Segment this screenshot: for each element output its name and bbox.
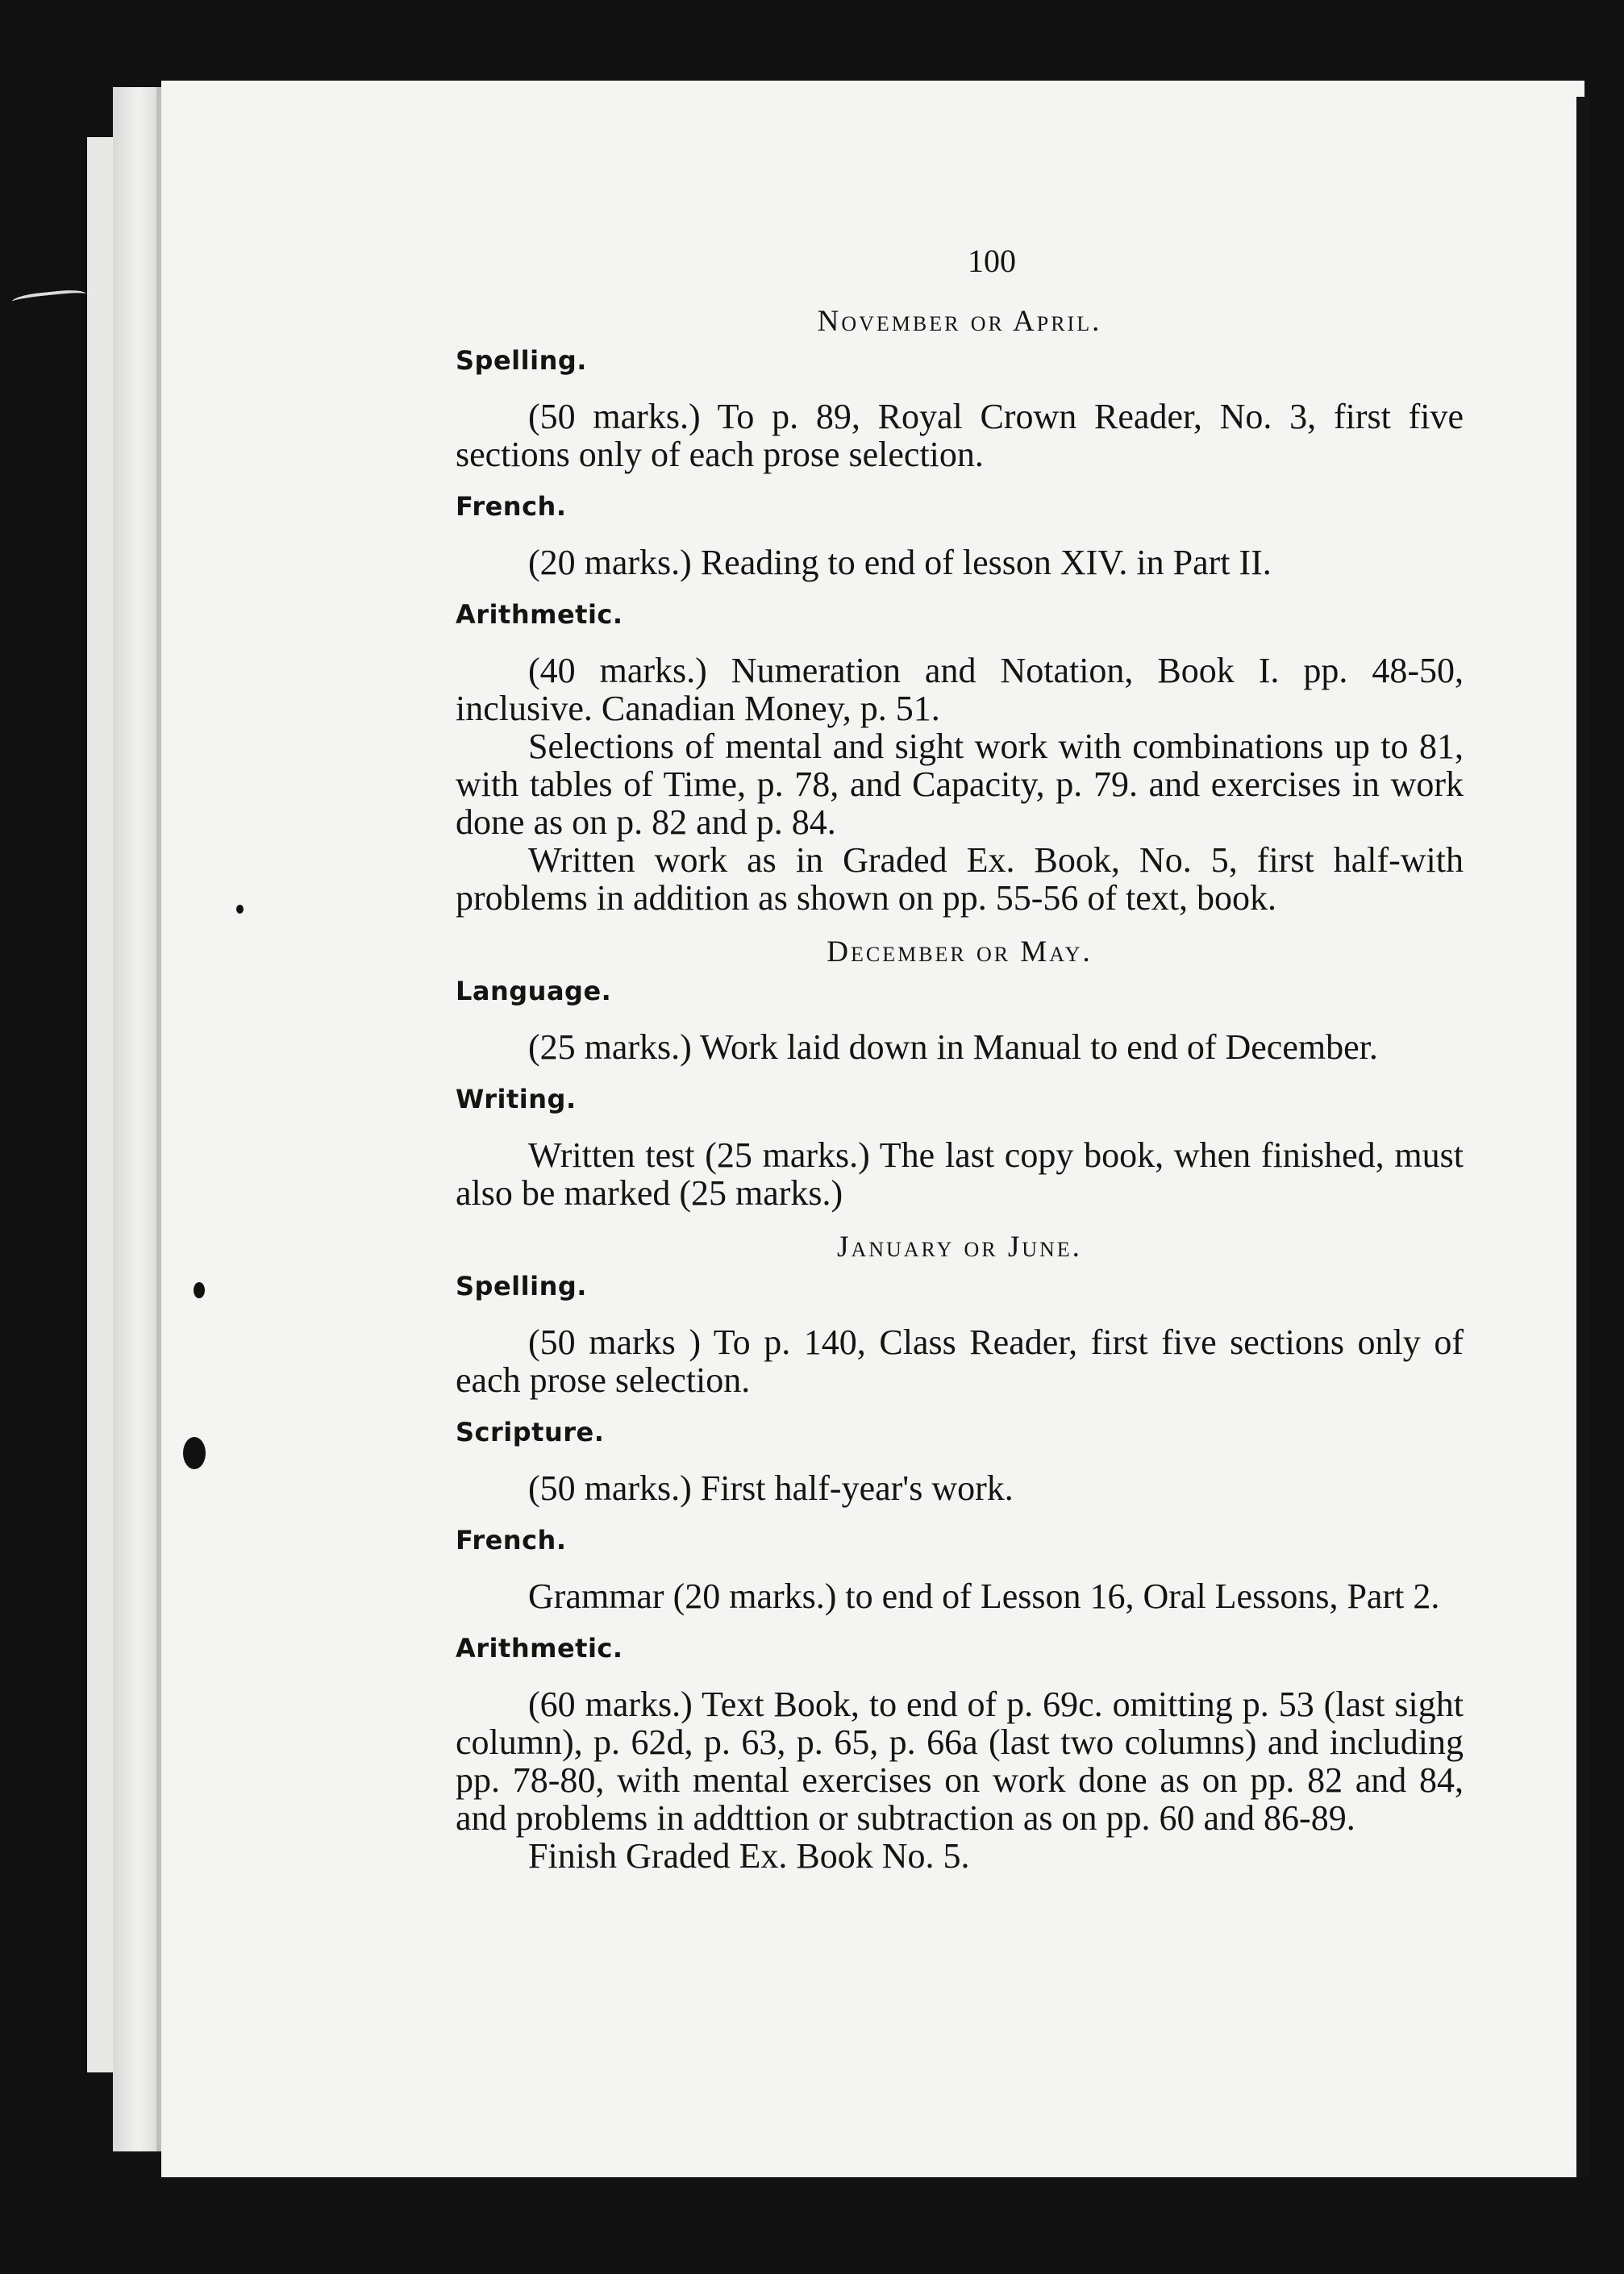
paragraph: (50 marks.) First half-year's work.: [528, 1468, 1014, 1508]
speck: [236, 905, 244, 914]
subject-heading: Spelling.: [456, 1271, 587, 1302]
paragraph: Written work as in Graded Ex. Book, No. 5, first half-with problems in addition as shown on pp. 55-56 of text, book.: [456, 840, 1464, 918]
subject-heading: Spelling.: [456, 345, 587, 376]
paragraph: (60 marks.) Text Book, to end of p. 69c. omitting p. 53 (last sight column), p. 62d, p. 63, p. 65, p. 66a (last two columns) and including pp. 78-80, with mental exercises on work done as on pp. 82 and 84, and problems in addttion or subtraction as on pp. 60 and 86-89.: [456, 1685, 1464, 1838]
paragraph: (50 marks ) To p. 140, Class Reader, first five sections only of each prose selection.: [456, 1322, 1464, 1400]
page-number: 100: [968, 243, 1016, 279]
paragraph: (40 marks.) Numeration and Notation, Book I. pp. 48-50, inclusive. Canadian Money, p. 51.: [456, 651, 1464, 728]
section-title: January or June.: [837, 1231, 1082, 1264]
gutter-line: [156, 87, 161, 2151]
page-edge-back: [87, 137, 113, 2072]
page-content: [456, 242, 1464, 1875]
speck: [194, 1282, 205, 1298]
paragraph: (20 marks.) Reading to end of lesson XIV. in Part II.: [528, 543, 1272, 582]
paragraph: (25 marks.) Work laid down in Manual to end of December.: [528, 1027, 1378, 1067]
section-title: December or May.: [827, 935, 1093, 968]
subject-heading: Arithmetic.: [456, 599, 623, 630]
subject-heading: French.: [456, 491, 567, 522]
paragraph: Written test (25 marks.) The last copy book, when finished, must also be marked (25 marks.): [456, 1135, 1464, 1213]
right-page-edge: [1576, 97, 1589, 2177]
paragraph: Finish Graded Ex. Book No. 5.: [528, 1836, 970, 1876]
paragraph: (50 marks.) To p. 89, Royal Crown Reader, No. 3, first five sections only of each prose selection.: [456, 397, 1464, 474]
subject-heading: Arithmetic.: [456, 1633, 623, 1664]
subject-heading: Language.: [456, 976, 612, 1006]
subject-heading: Scripture.: [456, 1417, 605, 1447]
ink-blot: [183, 1437, 206, 1469]
paragraph: Grammar (20 marks.) to end of Lesson 16, Oral Lessons, Part 2.: [528, 1576, 1440, 1616]
scratch-mark: [11, 288, 86, 310]
subject-heading: Writing.: [456, 1084, 577, 1114]
subject-heading: French.: [456, 1525, 567, 1556]
paragraph: Selections of mental and sight work with combinations up to 81, with tables of Time, p. 78, and Capacity, p. 79. and exercises in work done as on p. 82 and p. 84.: [456, 727, 1464, 842]
section-title: November or April.: [817, 305, 1102, 338]
